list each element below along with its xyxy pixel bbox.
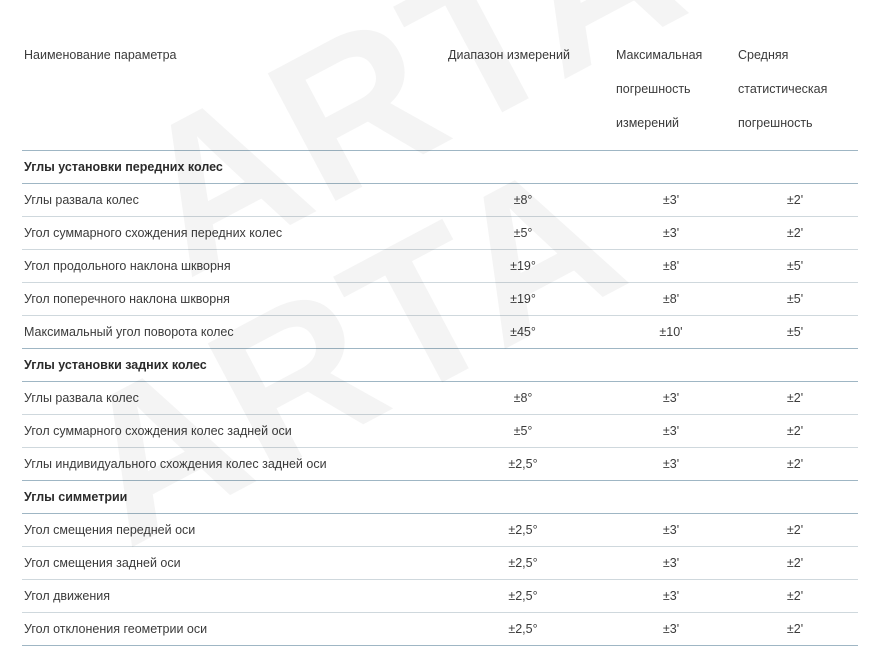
max-error-cell: ±3': [610, 217, 732, 250]
parameter-name-cell: Угол суммарного схождения передних колес: [22, 217, 442, 250]
max-error-cell: ±3': [610, 415, 732, 448]
avg-error-cell: ±2': [732, 580, 858, 613]
parameter-name-cell: Углы индивидуального схождения колес задней оси: [22, 448, 442, 481]
table-row: [22, 217, 858, 250]
table-group-row: [22, 481, 858, 514]
avg-error-cell: ±2': [732, 448, 858, 481]
max-error-cell: ±3': [610, 580, 732, 613]
parameter-name-cell: Угол движения: [22, 580, 442, 613]
measurement-range-cell: ±2,5°: [442, 580, 610, 613]
measurement-range-cell: ±2,5°: [442, 448, 610, 481]
parameter-name-cell: Максимальный угол поворота колес: [22, 316, 442, 349]
parameter-name-cell: Угол суммарного схождения колес задней оси: [22, 415, 442, 448]
table-header-row: [22, 26, 858, 151]
parameter-name-cell: Угол продольного наклона шкворня: [22, 250, 442, 283]
avg-error-cell: ±2': [732, 382, 858, 415]
table-row: [22, 184, 858, 217]
max-error-cell: ±3': [610, 547, 732, 580]
parameters-table: [22, 26, 858, 646]
parameter-name-cell: Угол поперечного наклона шкворня: [22, 283, 442, 316]
group-title: Углы симметрии: [22, 481, 858, 514]
measurement-range-cell: ±19°: [442, 250, 610, 283]
table-header: [22, 26, 858, 151]
column-header-avg-error: Средняя статистическая погрешность: [732, 26, 858, 151]
table-row: [22, 514, 858, 547]
avg-error-cell: ±5': [732, 316, 858, 349]
measurement-range-cell: ±2,5°: [442, 613, 610, 646]
table-row: [22, 283, 858, 316]
measurement-range-cell: ±19°: [442, 283, 610, 316]
avg-error-cell: ±5': [732, 283, 858, 316]
max-error-cell: ±3': [610, 382, 732, 415]
table-row: [22, 316, 858, 349]
parameter-name-cell: Угол смещения передней оси: [22, 514, 442, 547]
max-error-cell: ±3': [610, 514, 732, 547]
table-body: [22, 151, 858, 646]
table-row: [22, 613, 858, 646]
avg-error-cell: ±2': [732, 184, 858, 217]
table-row: [22, 547, 858, 580]
table-row: [22, 580, 858, 613]
max-error-cell: ±3': [610, 184, 732, 217]
avg-error-cell: ±2': [732, 415, 858, 448]
measurement-range-cell: ±2,5°: [442, 547, 610, 580]
table-group-row: [22, 349, 858, 382]
table-row: [22, 250, 858, 283]
avg-error-cell: ±2': [732, 514, 858, 547]
parameter-name-cell: Угол смещения задней оси: [22, 547, 442, 580]
measurement-range-cell: ±8°: [442, 382, 610, 415]
max-error-cell: ±10': [610, 316, 732, 349]
table-row: [22, 415, 858, 448]
table-group-row: [22, 151, 858, 184]
avg-error-cell: ±2': [732, 547, 858, 580]
column-header-max-error: Максимальная погрешность измерений: [610, 26, 732, 151]
measurement-range-cell: ±5°: [442, 217, 610, 250]
avg-error-cell: ±2': [732, 613, 858, 646]
avg-error-cell: ±5': [732, 250, 858, 283]
group-title: Углы установки передних колес: [22, 151, 858, 184]
measurement-range-cell: ±5°: [442, 415, 610, 448]
max-error-cell: ±3': [610, 448, 732, 481]
parameter-name-cell: Углы развала колес: [22, 184, 442, 217]
column-header-measurement-range: Диапазон измерений: [442, 26, 610, 151]
parameter-name-cell: Угол отклонения геометрии оси: [22, 613, 442, 646]
max-error-cell: ±8': [610, 250, 732, 283]
table-row: [22, 382, 858, 415]
max-error-cell: ±3': [610, 613, 732, 646]
measurement-range-cell: ±8°: [442, 184, 610, 217]
measurement-range-cell: ±45°: [442, 316, 610, 349]
parameter-name-cell: Углы развала колес: [22, 382, 442, 415]
group-title: Углы установки задних колес: [22, 349, 858, 382]
column-header-parameter-name: Наименование параметра: [22, 26, 442, 151]
max-error-cell: ±8': [610, 283, 732, 316]
table-row: [22, 448, 858, 481]
avg-error-cell: ±2': [732, 217, 858, 250]
measurement-range-cell: ±2,5°: [442, 514, 610, 547]
